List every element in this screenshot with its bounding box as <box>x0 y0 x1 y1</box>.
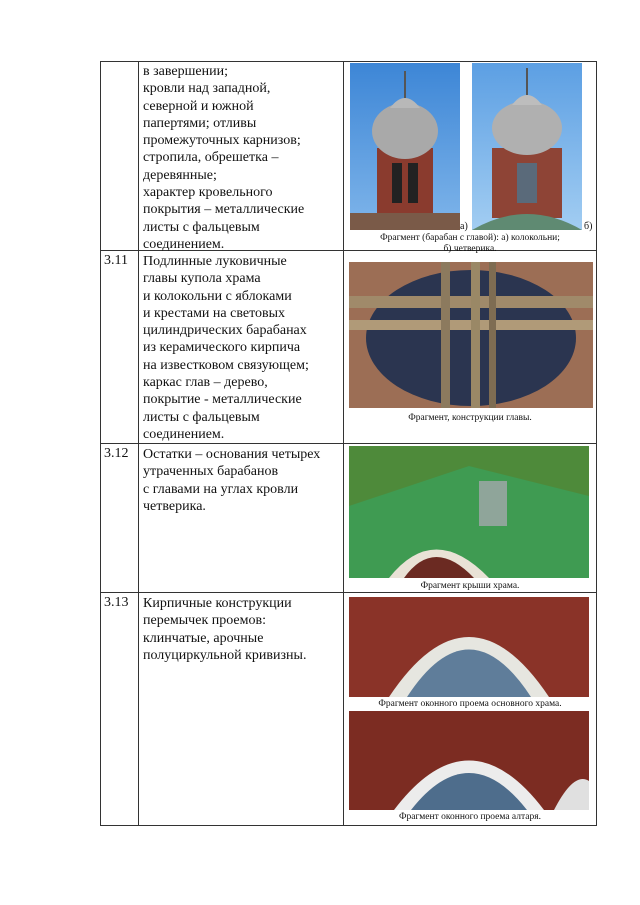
photo-caption: Фрагмент оконного проема основного храма. <box>378 699 562 709</box>
table-border <box>100 592 597 593</box>
photo-window-altar <box>349 711 589 810</box>
photo-caption: Фрагмент (барабан с главой): а) колокольни; б) четверика. <box>380 233 560 254</box>
photo-label-a: а) <box>460 221 468 232</box>
row-description: Кирпичные конструкции перемычек проемов: клинчатые, арочные полуциркульной кривизны. <box>143 596 307 663</box>
row-description: Подлинные луковичные главы купола храма и колокольни с яблоками и крестами на световых цилиндрических барабанах из керамического кирпича на известковом связующем; каркас глав – дерево, покрытие - металлические листы с фальцевым соединением. <box>143 254 309 442</box>
row-description: Остатки – основания четырех утраченных барабанов с главами на углах кровли четверика. <box>143 447 321 514</box>
photo-window-main <box>349 597 589 697</box>
photo-bell-tower-dome <box>350 63 460 230</box>
photo-label-b: б) <box>584 221 593 232</box>
table-border <box>100 61 101 826</box>
photo-quadrangle-dome <box>472 63 582 230</box>
table-border <box>343 61 344 826</box>
table-border <box>100 825 597 826</box>
table-border <box>138 61 139 826</box>
table-border <box>100 61 597 62</box>
photo-caption: Фрагмент оконного проема алтаря. <box>399 812 541 822</box>
row-number: 3.12 <box>104 446 129 461</box>
photo-caption: Фрагмент, конструкции главы. <box>408 413 532 423</box>
row-number: 3.13 <box>104 595 129 610</box>
photo-dome-structure <box>349 262 593 408</box>
row-description: в завершении; кровли над западной, северной и южной папертями; отливы промежуточных карнизов; стропила, обрешетка – деревянные; характер кровельного покрытия – металлические листы с фальцевым соединением. <box>143 64 305 252</box>
photo-caption: Фрагмент крыши храма. <box>420 581 520 591</box>
table-border <box>596 61 597 826</box>
photo-roof <box>349 446 589 578</box>
row-number: 3.11 <box>104 253 128 268</box>
